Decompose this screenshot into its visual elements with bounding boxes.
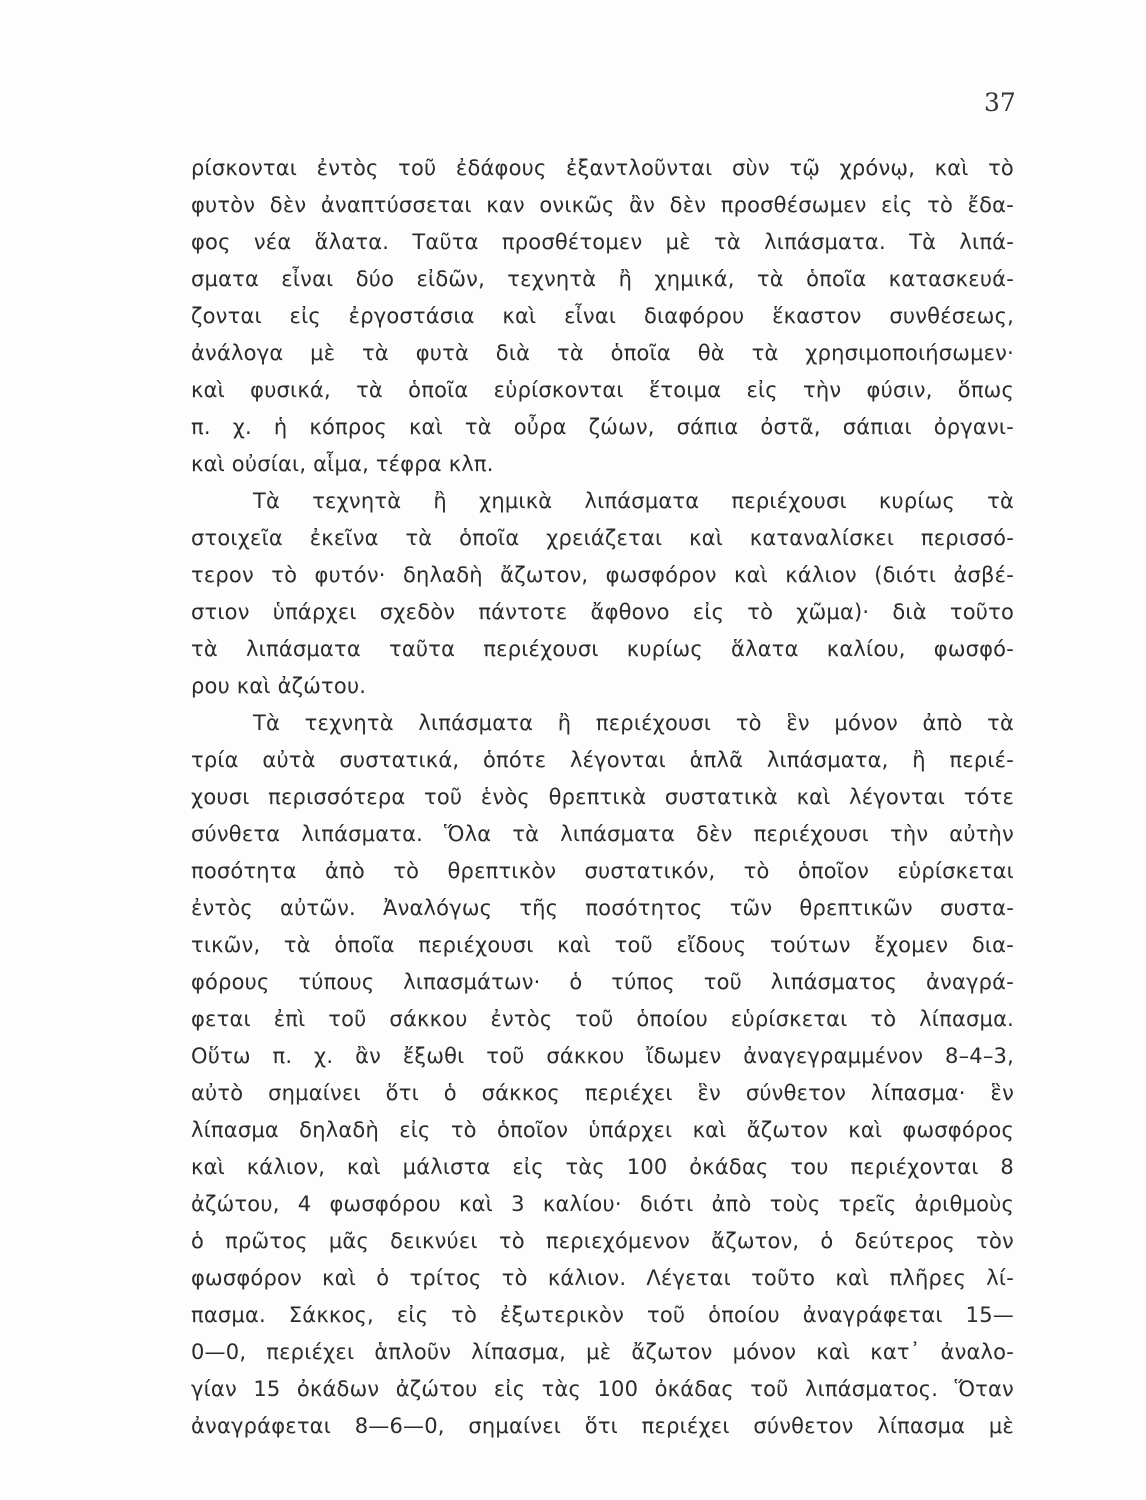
text-line: ἀζώτου, 4 φωσφόρου καὶ 3 καλίου· διότι ἀπὸ τοὺς τρεῖς ἀριθμοὺς	[191, 1192, 1014, 1216]
text-line: ρου καὶ ἀζώτου.	[191, 674, 367, 698]
text-line: τικῶν, τὰ ὁποῖα περιέχουσι καὶ τοῦ εἴδους τούτων ἔχομεν δια-	[191, 933, 1014, 957]
text-line: σματα εἶναι δύο εἰδῶν, τεχνητὰ ἢ χημικά, τὰ ὁποῖα κατασκευά-	[191, 267, 1014, 291]
text-line: φωσφόρον καὶ ὁ τρίτος τὸ κάλιον. Λέγεται τοῦτο καὶ πλῆρες λί-	[191, 1266, 1014, 1290]
text-line: φεται ἐπὶ τοῦ σάκκου ἐντὸς τοῦ ὁποίου εὑρίσκεται τὸ λίπασμα.	[191, 1007, 1014, 1031]
text-line: τερον τὸ φυτόν· δηλαδὴ ἄζωτον, φωσφόρον καὶ κάλιον (διότι ἀσβέ-	[191, 563, 1014, 587]
paragraph-3	[191, 705, 1014, 1445]
text-line: Τὰ τεχνητὰ ἢ χημικὰ λιπάσματα περιέχουσι κυρίως τὰ	[253, 489, 1014, 513]
text-line: π. χ. ἡ κόπρος καὶ τὰ οὖρα ζώων, σάπια ὀστᾶ, σάπιαι ὀργανι-	[191, 415, 1014, 439]
text-line: Οὕτω π. χ. ἂν ἔξωθι τοῦ σάκκου ἴδωμεν ἀναγεγραμμένον 8–4–3,	[191, 1044, 1014, 1068]
text-line: στοιχεῖα ἐκεῖνα τὰ ὁποῖα χρειάζεται καὶ καταναλίσκει περισσό-	[191, 526, 1014, 550]
text-line: σύνθετα λιπάσματα. Ὅλα τὰ λιπάσματα δὲν περιέχουσι τὴν αὐτὴν	[191, 822, 1014, 846]
text-line: ὁ πρῶτος μᾶς δεικνύει τὸ περιεχόμενον ἄζωτον, ὁ δεύτερος τὸν	[191, 1229, 1014, 1253]
text-line: φυτὸν δὲν ἀναπτύσσεται καν ονικῶς ἂν δὲν προσθέσωμεν εἰς τὸ ἔδα-	[191, 193, 1014, 217]
text-line: ζονται εἰς ἐργοστάσια καὶ εἶναι διαφόρου ἕκαστον συνθέσεως,	[191, 304, 1014, 328]
text-line: φόρους τύπους λιπασμάτων· ὁ τύπος τοῦ λιπάσματος ἀναγρά-	[191, 970, 1014, 994]
text-line: τρία αὐτὰ συστατικά, ὁπότε λέγονται ἁπλᾶ λιπάσματα, ἢ περιέ-	[191, 748, 1014, 772]
text-line: ἀναγράφεται 8—6—0, σημαίνει ὅτι περιέχει σύνθετον λίπασμα μὲ	[191, 1414, 1014, 1438]
text-line: τὰ λιπάσματα ταῦτα περιέχουσι κυρίως ἅλατα καλίου, φωσφό-	[191, 637, 1014, 661]
text-line: γίαν 15 ὀκάδων ἀζώτου εἰς τὰς 100 ὀκάδας τοῦ λιπάσματος. Ὅταν	[191, 1377, 1014, 1401]
text-line: καὶ φυσικά, τὰ ὁποῖα εὑρίσκονται ἕτοιμα εἰς τὴν φύσιν, ὅπως	[191, 378, 1014, 402]
paragraph-1	[191, 150, 1014, 483]
text-line: λίπασμα δηλαδὴ εἰς τὸ ὁποῖον ὑπάρχει καὶ ἄζωτον καὶ φωσφόρος	[191, 1118, 1014, 1142]
text-line: Τὰ τεχνητὰ λιπάσματα ἢ περιέχουσι τὸ ἓν μόνον ἀπὸ τὰ	[253, 711, 1014, 735]
text-line: ἀνάλογα μὲ τὰ φυτὰ διὰ τὰ ὁποῖα θὰ τὰ χρησιμοποιήσωμεν·	[191, 341, 1014, 365]
text-line: καὶ κάλιον, καὶ μάλιστα εἰς τὰς 100 ὀκάδας του περιέχονται 8	[191, 1155, 1014, 1179]
text-line: καὶ οὐσίαι, αἷμα, τέφρα κλπ.	[191, 452, 494, 476]
text-line: 0—0, περιέχει ἁπλοῦν λίπασμα, μὲ ἄζωτον μόνον καὶ κατ᾽ ἀναλο-	[191, 1340, 1014, 1364]
text-line: ρίσκονται ἐντὸς τοῦ ἐδάφους ἐξαντλοῦνται σὺν τῷ χρόνῳ, καὶ τὸ	[191, 156, 1014, 180]
body-text	[191, 150, 1014, 1445]
page-number: 37	[984, 88, 1016, 117]
text-line: ποσότητα ἀπὸ τὸ θρεπτικὸν συστατικόν, τὸ ὁποῖον εὑρίσκεται	[191, 859, 1014, 883]
text-line: χουσι περισσότερα τοῦ ἑνὸς θρεπτικὰ συστατικὰ καὶ λέγονται τότε	[191, 785, 1014, 809]
text-line: πασμα. Σάκκος, εἰς τὸ ἐξωτερικὸν τοῦ ὁποίου ἀναγράφεται 15—	[191, 1303, 1014, 1327]
text-line: ἐντὸς αὐτῶν. Ἀναλόγως τῆς ποσότητος τῶν θρεπτικῶν συστα-	[191, 896, 1014, 920]
text-line: στιον ὑπάρχει σχεδὸν πάντοτε ἄφθονο εἰς τὸ χῶμα)· διὰ τοῦτο	[191, 600, 1014, 624]
text-line: φος νέα ἅλατα. Ταῦτα προσθέτομεν μὲ τὰ λιπάσματα. Τὰ λιπά-	[191, 230, 1014, 254]
text-line: αὐτὸ σημαίνει ὅτι ὁ σάκκος περιέχει ἓν σύνθετον λίπασμα· ἓν	[191, 1081, 1014, 1105]
paragraph-2	[191, 483, 1014, 705]
